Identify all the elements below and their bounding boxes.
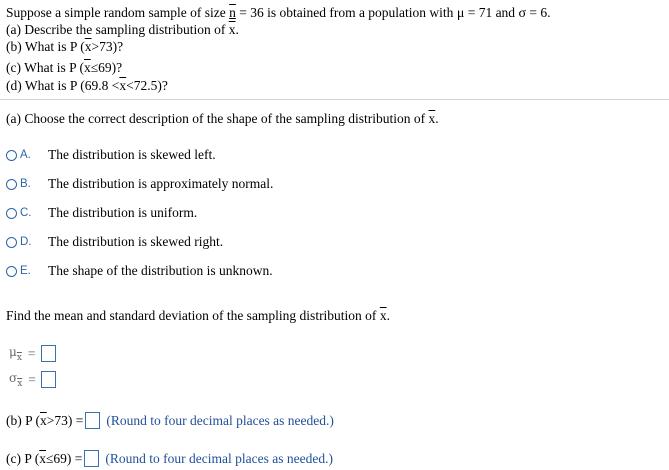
rounding-hint: (Round to four decimal places as needed.)	[105, 451, 333, 466]
option-b[interactable]	[6, 175, 273, 193]
option-d[interactable]	[6, 233, 223, 251]
option-a[interactable]	[6, 146, 216, 164]
option-text: The distribution is approximately normal.	[48, 176, 274, 191]
xbar-symbol: $\overline{x}$	[119, 78, 127, 93]
problem-part-b: (b) What is P $(\overline{x}>73)$?	[6, 39, 124, 54]
equals-sign: =	[27, 346, 36, 361]
option-text: The distribution is skewed left.	[48, 147, 216, 162]
problem-part-d: (d) What is P $(69.8 <\overline{x}<72.5)$?	[6, 78, 168, 93]
part-b-row: (b) P ( $\overline{x}$ >73) = (Round to four decimal places as needed.)	[6, 413, 334, 428]
option-text: The shape of the distribution is unknown.	[48, 263, 273, 278]
xbar-symbol: $\overline{x}$	[84, 39, 92, 54]
option-letter: B.	[20, 178, 31, 190]
xbar-symbol: $\overline{x}$	[84, 60, 91, 75]
part-b-answer-input[interactable]	[85, 412, 100, 429]
question-a-prompt: (a) Choose the correct description of the shape of the sampling distribution of $\overline{x}$.	[6, 111, 439, 126]
option-letter: A.	[20, 149, 31, 161]
problem-intro: Suppose a simple random sample of size n = 36 is obtained from a population with μ = 71 and σ = 6.	[6, 5, 551, 21]
xbar-symbol: $\overline{x}$	[228, 22, 236, 37]
equals-sign: =	[28, 372, 36, 387]
option-c[interactable]	[6, 204, 197, 222]
radio-icon[interactable]	[6, 179, 17, 190]
option-e[interactable]	[6, 262, 273, 280]
sigma-xbar-label: $\sigma_{\overline{x}}$	[9, 371, 23, 389]
xbar-symbol: $\overline{x}$	[379, 308, 387, 323]
part-c-answer-input[interactable]	[84, 450, 99, 467]
radio-icon[interactable]	[6, 266, 17, 277]
sd-answer-input[interactable]	[41, 371, 56, 388]
option-text: The distribution is skewed right.	[48, 234, 224, 249]
radio-icon[interactable]	[6, 150, 17, 161]
problem-part-a: (a) Describe the sampling distribution of $\overline{x}$.	[6, 22, 239, 37]
xbar-symbol: $\overline{x}$	[40, 413, 47, 428]
mean-row	[9, 344, 56, 363]
option-letter: D.	[20, 236, 32, 248]
part-c-row: (c) P ( $\overline{x}$ ≤69) = (Round to four decimal places as needed.)	[6, 451, 333, 466]
n-variable: n	[229, 5, 236, 20]
mean-sd-prompt: Find the mean and standard deviation of the sampling distribution of $\overline{x}$.	[6, 308, 390, 323]
option-letter: C.	[20, 207, 32, 219]
sigma-symbol: σ	[518, 6, 526, 21]
mu-symbol: μ	[456, 6, 465, 21]
radio-icon[interactable]	[6, 208, 17, 219]
rounding-hint: (Round to four decimal places as needed.)	[106, 413, 334, 428]
xbar-symbol: $\overline{x}$	[39, 451, 46, 466]
xbar-symbol: $\overline{x}$	[428, 111, 436, 126]
mean-answer-input[interactable]	[41, 345, 56, 362]
sd-row	[9, 370, 56, 389]
radio-icon[interactable]	[6, 237, 17, 248]
mu-xbar-label: $\mu_{\overline{x}}$	[9, 345, 22, 363]
problem-part-c: (c) What is P $(\overline{x}\le 69)$?	[6, 60, 123, 75]
option-letter: E.	[20, 265, 31, 277]
section-divider	[0, 99, 669, 100]
option-text: The distribution is uniform.	[48, 205, 198, 220]
